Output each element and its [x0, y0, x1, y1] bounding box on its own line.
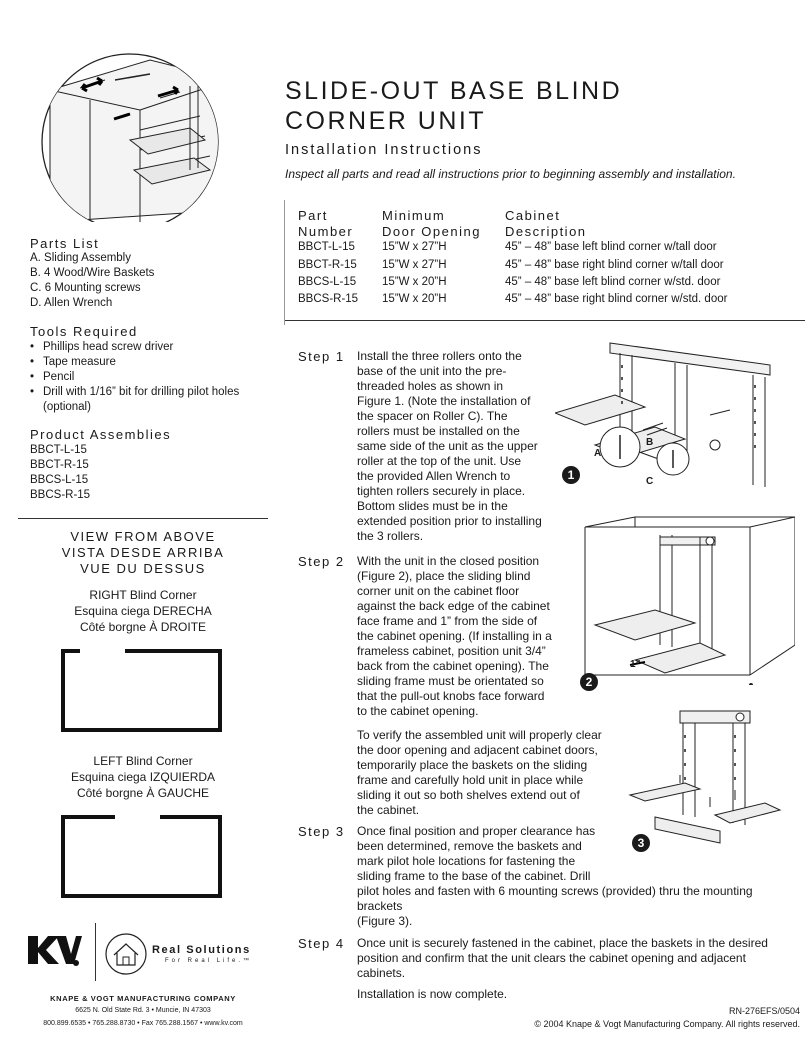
parts-list [30, 251, 154, 311]
table-cell-description: 45” – 48” base right blind corner w/std. door [505, 293, 728, 305]
step-4-label: Step 4 [298, 936, 345, 951]
left-corner-caption-fr: Côté borgne À GAUCHE [76, 786, 210, 800]
list-item: BBCS-L-15 [30, 474, 89, 486]
figure-2-dimension: 1” [630, 659, 641, 670]
step-4-text: Once unit is securely fastened in the cabinet, place the baskets in the desired position and confirm that the unit clears the cabinet opening and adjacent cabinets. [357, 936, 768, 980]
step-2-label: Step 2 [298, 554, 345, 569]
figure-1-label-b: B [646, 437, 654, 448]
logo-divider [95, 923, 96, 981]
list-item: • Tape measure [30, 355, 270, 370]
left-corner-diagram [60, 814, 225, 900]
step-3-label: Step 3 [298, 824, 345, 839]
right-corner-diagram [60, 648, 225, 734]
copyright: © 2004 Knape & Vogt Manufacturing Company. All rights reserved. [534, 1019, 800, 1029]
left-divider [18, 518, 268, 519]
list-item: C. 6 Mounting screws [30, 282, 141, 294]
title-line-2: CORNER UNIT [285, 107, 487, 135]
figure-1-label-a: A [594, 448, 602, 459]
step-3-text: Once final position and proper clearance has been determined, remove the baskets and mark pilot hole locations for fastening the sliding frame to the base of the cabinet. Drill pilot holes and fasten with 6 mounting screws (provided) thru the mounting brackets (Figure 3). [357, 824, 753, 928]
kv-logo-mark [26, 930, 82, 970]
table-cell-part: BBCT-L-15 [298, 241, 355, 253]
real-solutions-name: Real Solutions [152, 944, 251, 956]
list-item: • Pencil [30, 370, 270, 385]
figure-3-badge: 3 [632, 834, 650, 852]
table-header-opening: Minimum Door Opening [382, 208, 481, 239]
step-2-text: With the unit in the closed position (Figure 2), place the sliding blind corner unit on the cabinet floor against the back edge of the cabinet face frame and 1” from the side of the cabinet opening. (If installing in a frameless cabinet, position unit 3/4” back from the cabinet opening). The sliding frame must be orientated so that the pull-out knobs face forward to the cabinet opening. [357, 554, 552, 718]
tools-list [30, 340, 270, 415]
tools-title: Tools Required [30, 324, 138, 339]
view-title-en: VIEW FROM ABOVE [70, 529, 216, 544]
list-item: • Phillips head screw driver [30, 340, 270, 355]
table-cell-description: 45” – 48” base left blind corner w/tall door [505, 241, 717, 253]
list-item: D. Allen Wrench [30, 297, 113, 309]
hero-illustration [30, 50, 230, 222]
view-title-fr: VUE DU DESSUS [80, 561, 206, 576]
company-contact: 800.899.6535 • 765.288.8730 • Fax 765.288.1567 • www.kv.com [43, 1020, 243, 1027]
table-cell-part: BBCS-R-15 [298, 293, 359, 305]
page-title [285, 76, 622, 136]
list-item: BBCS-R-15 [30, 489, 91, 501]
step-1-text: Install the three rollers onto the base of the unit into the pre- threaded holes as shown in Figure 1. (Note the installation of the spacer on Roller C). The rollers must be installed on the same side of the unit as the upper roller at the top of the unit. Use the provided Allen Wrench to tighten rollers securely in place. Bottom slides must be in the extended position prior to installing the 3 rollers. [357, 349, 542, 543]
title-line-1: SLIDE-OUT BASE BLIND [285, 77, 623, 105]
column-divider [284, 200, 285, 325]
assemblies-list [30, 443, 90, 503]
table-cell-opening: 15”W x 20”H [382, 276, 447, 288]
right-corner-caption-en: RIGHT Blind Corner [89, 588, 197, 602]
right-corner-caption-es: Esquina ciega DERECHA [74, 604, 212, 618]
verify-text: To verify the assembled unit will properly clear the door opening and adjacent cabinet doors, temporarily place the baskets on the sliding frame and carefully hold unit in place while sliding it out so both shelves extend out of the cabinet. [357, 728, 602, 817]
list-item: BBCT-L-15 [30, 444, 87, 456]
figure-2-diagram [575, 515, 795, 685]
step-1-label: Step 1 [298, 349, 345, 364]
figure-1-diagram [555, 335, 795, 495]
intro-text: Inspect all parts and read all instructions prior to beginning assembly and installation. [285, 167, 736, 181]
left-corner-caption-es: Esquina ciega IZQUIERDA [70, 770, 216, 784]
list-item: • Drill with 1/16” bit for drilling pilot holes (optional) [30, 385, 243, 415]
parts-list-title: Parts List [30, 236, 100, 251]
table-divider [285, 320, 805, 321]
table-cell-part: BBCT-R-15 [298, 259, 357, 271]
figure-3-diagram [625, 705, 785, 855]
list-item: B. 4 Wood/Wire Baskets [30, 267, 155, 279]
table-cell-part: BBCS-L-15 [298, 276, 357, 288]
figure-1-label-c: C [646, 476, 654, 487]
list-item: A. Sliding Assembly [30, 252, 131, 264]
completion-text: Installation is now complete. [357, 987, 508, 1001]
table-cell-opening: 15”W x 20”H [382, 293, 447, 305]
table-header-description: Cabinet Description [505, 208, 587, 239]
table-header-part: Part Number [298, 208, 354, 239]
view-title-es: VISTA DESDE ARRIBA [61, 545, 225, 560]
list-item: BBCT-R-15 [30, 459, 89, 471]
table-cell-description: 45” – 48” base right blind corner w/tall door [505, 259, 724, 271]
house-icon [104, 932, 148, 976]
table-cell-description: 45” – 48” base left blind corner w/std. door [505, 276, 721, 288]
assemblies-title: Product Assemblies [30, 427, 172, 442]
left-corner-caption-en: LEFT Blind Corner [93, 754, 193, 768]
kv-logo [26, 930, 82, 970]
document-number: RN-276EFS/0504 [728, 1006, 800, 1016]
table-cell-opening: 15”W x 27”H [382, 259, 447, 271]
company-name: KNAPE & VOGT MANUFACTURING COMPANY [50, 994, 236, 1003]
figure-1-badge: 1 [562, 466, 580, 484]
table-cell-opening: 15”W x 27”H [382, 241, 447, 253]
page-subtitle: Installation Instructions [285, 142, 483, 158]
real-solutions-tagline: For Real Life.™ [165, 958, 253, 964]
company-address: 6625 N. Old State Rd. 3 • Muncie, IN 47303 [75, 1007, 211, 1014]
right-corner-caption-fr: Côté borgne À DROITE [79, 620, 207, 634]
figure-2-badge: 2 [580, 673, 598, 691]
